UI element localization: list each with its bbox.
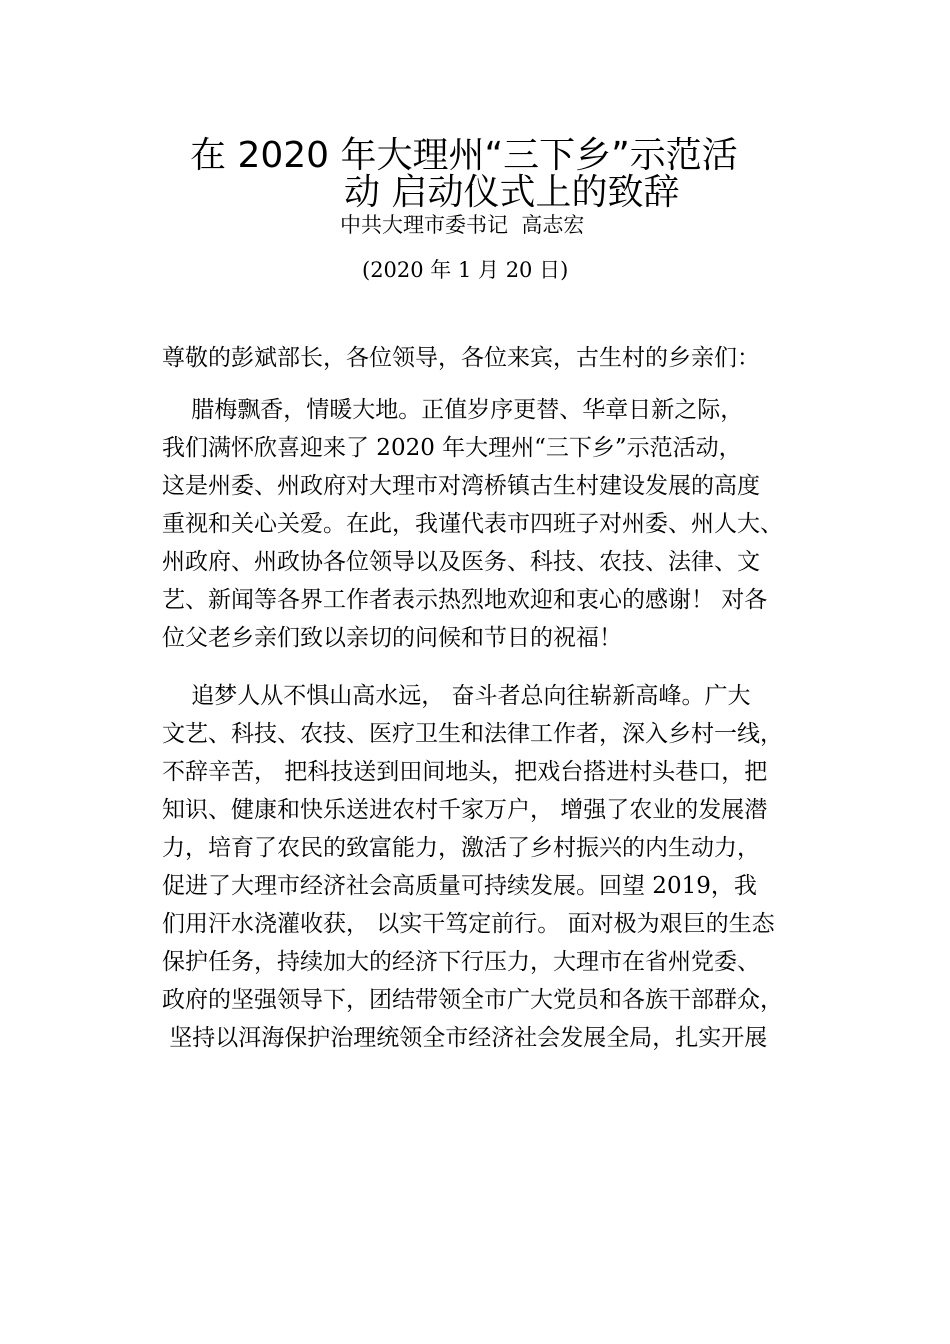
paragraph-line: 艺、新闻等各界工作者表示热烈地欢迎和衷心的感谢！ 对各 <box>162 587 768 613</box>
salutation-text: 尊敬的彭斌部长，各位领导，各位来宾，古生村的乡亲们： <box>162 345 760 371</box>
paragraph-line: 坚持以洱海保护治理统领全市经济社会发展全局，扎实开展 <box>162 1025 768 1051</box>
paragraph-line: 追梦人从不惧山高水远， 奋斗者总向往崭新高峰。广大 <box>162 683 751 709</box>
paragraph-line: 促进了大理市经济社会高质量可持续发展。回望 2019，我 <box>162 873 757 899</box>
author-line: 中共大理市委书记 高志宏 <box>340 213 585 237</box>
paragraph-line: 知识、健康和快乐送进农村千家万户， 增强了农业的发展潜 <box>162 797 768 823</box>
paragraph-line: 文艺、科技、农技、医疗卫生和法律工作者，深入乡村一线， <box>162 721 783 747</box>
paragraph-line: 我们满怀欣喜迎来了 2020 年大理州“三下乡”示范活动， <box>162 435 742 461</box>
paragraph-line: 这是州委、州政府对大理市对湾桥镇古生村建设发展的高度 <box>162 473 760 499</box>
paragraph-line: 保护任务，持续加大的经济下行压力，大理市在省州党委、 <box>162 949 760 975</box>
paragraph-line: 州政府、州政协各位领导以及医务、科技、农技、法律、文 <box>162 549 760 575</box>
title-line-2: 动 启动仪式上的致辞 <box>344 172 680 213</box>
paragraph-line: 们用汗水浇灌收获， 以实干笃定前行。 面对极为艰巨的生态 <box>162 911 775 937</box>
paragraph-line: 政府的坚强领导下，团结带领全市广大党员和各族干部群众， <box>162 987 783 1013</box>
paragraph-line: 不辞辛苦， 把科技送到田间地头，把戏台搭进村头巷口，把 <box>162 759 768 785</box>
title-line-1: 在 2020 年大理州“三下乡”示范活 <box>190 135 738 176</box>
paragraph-line: 位父老乡亲们致以亲切的问候和节日的祝福！ <box>162 625 622 651</box>
paragraph-line: 腊梅飘香，情暖大地。正值岁序更替、华章日新之际， <box>162 397 744 423</box>
date-line: (2020 年 1 月 20 日) <box>362 258 569 282</box>
paragraph-line: 力，培育了农民的致富能力，激活了乡村振兴的内生动力， <box>162 835 760 861</box>
paragraph-line: 重视和关心关爱。在此，我谨代表市四班子对州委、州人大、 <box>162 511 783 537</box>
